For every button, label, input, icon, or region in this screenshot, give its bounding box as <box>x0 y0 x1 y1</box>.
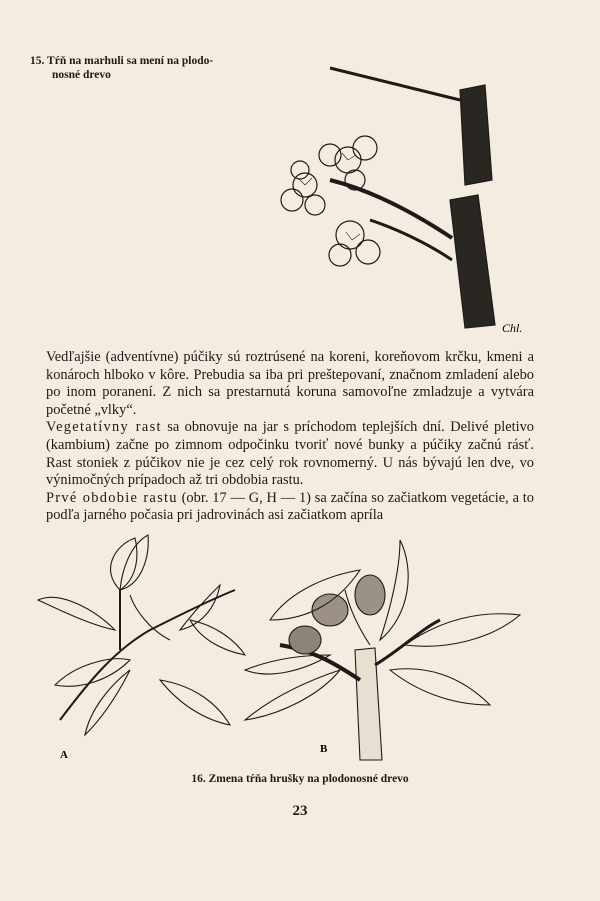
term-vegetative-growth: Vegetatívny rast <box>46 419 162 436</box>
body-text <box>46 349 534 525</box>
paragraph-vegetative-growth-text: sa obnovuje na jar s príchodom teplejších dní. Delivé pletivo (kambium) začne po zimnom odpočinku tvoriť nové bunky a púčiky začnú rásť. Rast stoniek z púčikov nie je cez celý rok rovnomerný. U nás bývajú len dve, vo výnimočných prípadoch až tri obdobia rastu. <box>46 419 534 489</box>
paragraph-vegetative-growth <box>46 419 534 489</box>
figure-16-label-a: A <box>60 749 68 761</box>
figure-15-caption-text: Tŕň na marhuli sa mení na plodo- <box>47 55 214 67</box>
figure-16-label-b: B <box>320 743 328 755</box>
paragraph-first-growth-period <box>46 490 534 525</box>
figure-15-number: 15. <box>30 55 45 67</box>
paragraph-first-growth-period-text: (obr. 17 — G, H — 1) sa začína so začiatkom vegetácie, a to podľa jarného počasia pri jadrovinách asi začiatkom apríla <box>46 489 534 524</box>
page-number: 23 <box>292 803 308 819</box>
figure-15-caption <box>30 54 270 82</box>
figure-16-pear-illustration <box>30 530 550 770</box>
figure-15-apricot-illustration <box>270 60 540 340</box>
figure-15-caption-cont: nosné drevo <box>52 69 111 81</box>
figure-16-caption: 16. Zmena tŕňa hrušky na plodonosné drevo <box>191 773 409 785</box>
paragraph-adventitious-buds: Vedľajšie (adventívne) púčiky sú roztrúsené na koreni, koreňovom krčku, kmeni a konároch hlboko v kôre. Prebudia sa iba pri preštepovaní, značnom zmladení alebo po inom poranení. Z nich sa prestarnutá koruna samovoľne zmladzuje a vytvára početné „vlky“. <box>46 349 534 418</box>
illustrator-signature: Chl. <box>502 321 523 335</box>
term-first-growth-period: Prvé obdobie rastu <box>46 489 178 506</box>
